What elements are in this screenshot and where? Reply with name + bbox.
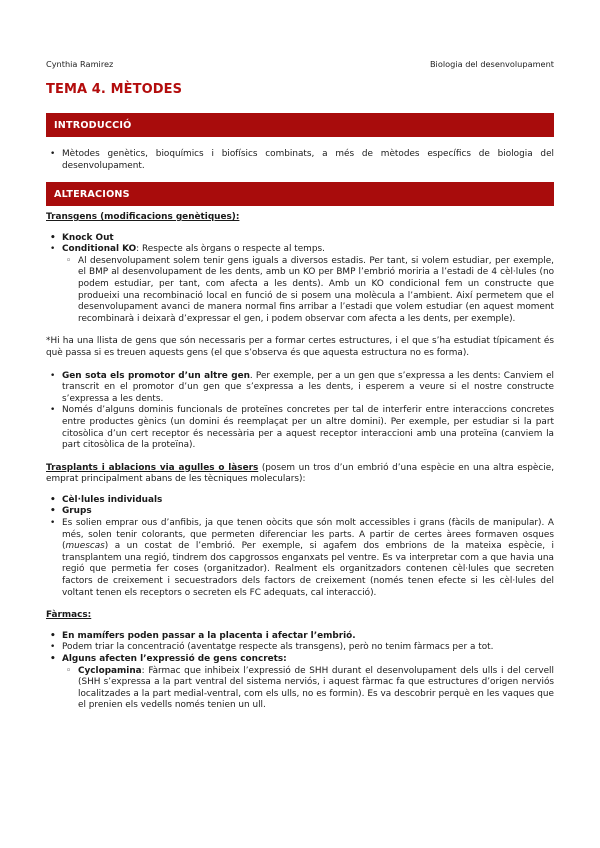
list-item-conditional-ko — [46, 244, 554, 256]
list-item-cyclopamina — [62, 666, 554, 712]
trasplants-list — [46, 495, 554, 599]
promotor-list — [46, 371, 554, 452]
ous-text-part2: ) a un costat de l’embrió. Per exemple, si agafem dos embrions de la mateixa espècie, i transplantem una regió, tindrem dos capgrossos enganxats pel ventre. Es va interpretar com a que havia una regió que permetia fer coses (organitzador). Realment els organitzadors contenen cèl·lules que secreten factors de creixement i secuestradors dels factors de creixement (només tenen efecte si les cèl·lules del voltant tenen els receptors o secreten els FC adequats, cal interacció). — [62, 541, 554, 598]
trasplants-heading: Trasplants i ablacions via agulles o làsers — [46, 462, 259, 473]
section-heading-introduccio — [46, 113, 554, 137]
running-header — [46, 59, 554, 69]
intro-list — [46, 149, 554, 172]
list-item-cellules: • Cèl·lules individuals — [46, 495, 554, 507]
ous-text-part1: Es solien emprar ous d’anfibis, ja que tenen oòcits que són molt accessibles i grans (fàcils de manipular). A més, solen tenir colorants, que permeten diferenciar les parts. A partir de certes àrees formaven osques ( — [62, 518, 554, 552]
promotor-text: . Per exemple, per a un gen que s’expressa a les dents: Canviem el transcrit en el promotor d’un gen que s’expressa a les dents, i esperem a veure si el nostre constructe s’expressa a les dents. — [62, 370, 554, 404]
intro-block — [46, 149, 554, 172]
conditional-ko-text: : Respecte als òrgans o respecte al temps. — [136, 244, 325, 255]
note-paragraph: *Hi ha una llista de gens que són necessaris per a formar certes estructures, i el que s’ha estudiat típicament és què passa si es treuen aquests gens (el que s’observa és que aquesta estructura no es forma). — [46, 336, 554, 358]
list-item-alguns: • Alguns afecten l’expressió de gens concrets: — [46, 654, 554, 666]
list-item-promotor — [46, 371, 554, 406]
list-item-knock-out: • Knock Out — [46, 233, 554, 245]
farmacs-sublist — [46, 666, 554, 712]
section-heading-label: ALTERACIONS — [54, 188, 130, 200]
list-item: • Mètodes genètics, bioquímics i biofísics combinats, a més de mètodes específics de biologia del desenvolupament. — [46, 149, 554, 172]
list-item-concentracio: • Podem triar la concentració (aventatge respecte als transgens), però no tenim fàrmacs per a tot. — [46, 642, 554, 654]
promotor-label: Gen sota els promotor d’un altre gen — [62, 370, 250, 381]
section-heading-label: INTRODUCCIÓ — [54, 119, 132, 131]
list-item-ous — [46, 518, 554, 599]
transgens-list — [46, 233, 554, 256]
list-item-dominis: • Només d’alguns dominis funcionals de proteïnes concretes per tal de interferir entre interaccions concretes entre productes gènics (un domini és reemplaçat per un altre domini). Per exemple, per estudiar si la part citosòlica d’un cert receptor és necessària per a aquest receptor interaccioni amb una proteïna (canviem la part citosòlica de la proteïna). — [46, 405, 554, 451]
transgens-heading: Transgens (modificacions genètiques): — [46, 212, 240, 222]
ous-muescas: muescas — [65, 541, 105, 552]
trasplants-paragraph — [46, 463, 554, 486]
list-item-mamifers: • En mamífers poden passar a la placenta i afectar l’embrió. — [46, 631, 554, 643]
alteracions-block — [46, 212, 554, 712]
trasplants-text: (posem un tros d’un embrió d’una espècie en una altra espècie, emprat principalment abans de les tècniques moleculars): — [46, 462, 555, 485]
farmacs-heading: Fàrmacs: — [46, 610, 92, 621]
farmacs-list — [46, 631, 554, 666]
page-title: TEMA 4. MÈTODES — [46, 82, 183, 97]
list-item-grups: • Grups — [46, 506, 554, 518]
cyclopamina-text: : Fàrmac que inhibeix l’expressió de SHH durant el desenvolupament dels ulls i del cervell (SHH s’expressa a la part ventral del sistema nerviós, i aquest fàrmac fa que estructures d’origen nerviós localitzades a la part medial-ventral, com els ulls, no es formin). Es va descobrir perquè en les vaques que el prenien els vedells només tenien un ull. — [78, 665, 554, 711]
section-heading-alteracions — [46, 182, 554, 206]
list-item: ◦ Al desenvolupament solem tenir gens iguals a diversos estadis. Per tant, si volem estudiar, per exemple, el BMP al desenvolupament de les dents, amb un KO per BMP l’embrió moriria a l’estadi de 4 cèl·lules (no podem estudiar, per tant, com afecta a les dents). Amb un KO condicional fem un constructe que produeixi una recombinació local en funció de si posem una molècula a l’ambient. Així permetem que el desenvolupament avanci de manera normal fins arribar a l’estadi que volem estudiar (en aquest moment recombinarà i deixarà d’expressar el gen, i podem observar com afecta a les dents, per exemple). — [62, 256, 554, 326]
header-author: Cynthia Ramirez — [46, 59, 114, 69]
conditional-sublist — [46, 256, 554, 326]
header-subject: Biologia del desenvolupament — [429, 59, 554, 69]
conditional-ko-label: Conditional KO — [62, 244, 137, 255]
cyclopamina-label: Cyclopamina — [78, 665, 142, 676]
